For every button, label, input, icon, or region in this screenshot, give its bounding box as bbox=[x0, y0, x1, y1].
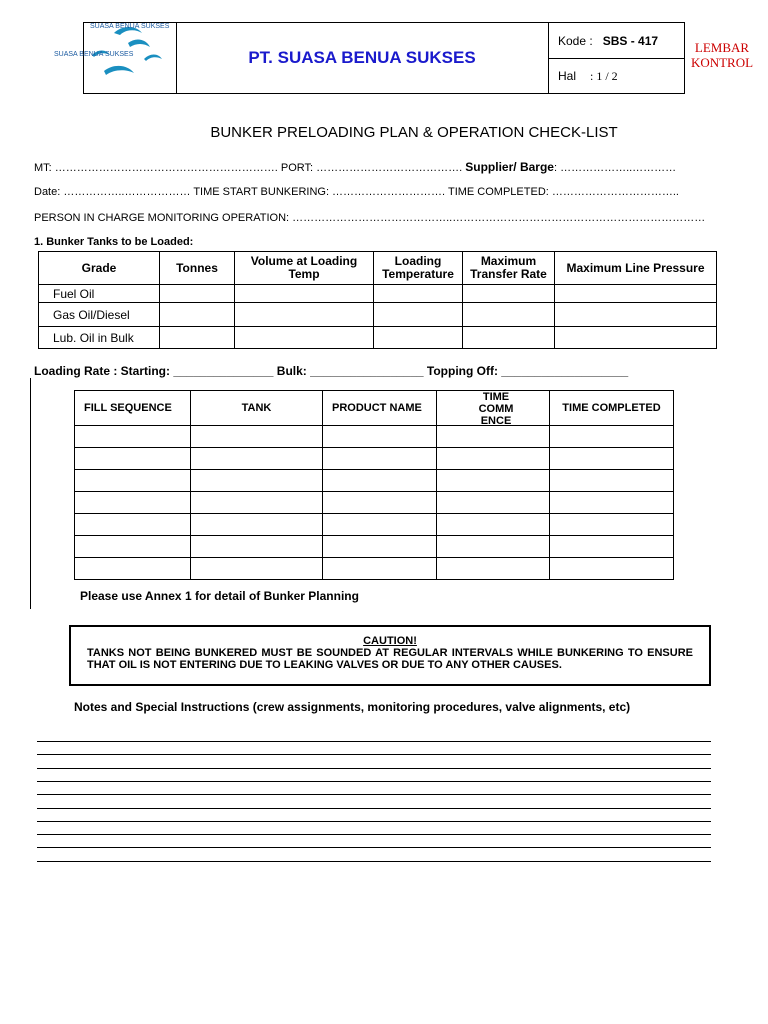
input-cell[interactable] bbox=[374, 303, 463, 327]
table-row bbox=[39, 327, 717, 349]
col-max-pressure: Maximum Line Pressure bbox=[555, 252, 717, 285]
time-commence-label: TIME COMM ENCE bbox=[478, 391, 514, 425]
table-row bbox=[75, 558, 674, 580]
col-tank: TANK bbox=[191, 391, 323, 426]
notes-line[interactable] bbox=[37, 861, 711, 862]
input-cell[interactable] bbox=[160, 327, 235, 349]
table-row bbox=[75, 514, 674, 536]
company-name: PT. SUASA BENUA SUKSES bbox=[176, 23, 549, 93]
hal-label: Hal bbox=[558, 69, 577, 83]
col-grade: Grade bbox=[39, 252, 160, 285]
table-header-row bbox=[75, 391, 674, 426]
input-cell[interactable] bbox=[374, 285, 463, 303]
notes-line[interactable] bbox=[37, 741, 711, 742]
document-title: BUNKER PRELOADING PLAN & OPERATION CHECK-LIST bbox=[210, 124, 618, 141]
input-cell[interactable] bbox=[235, 303, 374, 327]
section1-heading: 1. Bunker Tanks to be Loaded: bbox=[34, 236, 194, 248]
input-cell[interactable] bbox=[323, 426, 437, 448]
table-row bbox=[39, 303, 717, 327]
input-cell[interactable] bbox=[323, 536, 437, 558]
notes-line[interactable] bbox=[37, 781, 711, 782]
hal-row bbox=[548, 58, 685, 93]
input-cell[interactable] bbox=[191, 448, 323, 470]
grade-cell: Gas Oil/Diesel bbox=[39, 303, 160, 327]
grade-cell: Fuel Oil bbox=[39, 285, 160, 303]
margin-rule bbox=[30, 378, 31, 609]
input-cell[interactable] bbox=[323, 470, 437, 492]
supplier-label: Supplier/ Barge bbox=[465, 160, 554, 174]
input-cell[interactable] bbox=[191, 514, 323, 536]
notes-line[interactable] bbox=[37, 834, 711, 835]
caution-body: TANKS NOT BEING BUNKERED MUST BE SOUNDED AT REGULAR INTERVALS WHILE BUNKERING TO ENSURE THAT OIL IS NOT ENTERING DUE TO LEAKING VALVES OR DUE TO ANY OTHER CAUSES. bbox=[87, 647, 693, 671]
input-cell[interactable] bbox=[191, 426, 323, 448]
input-cell[interactable] bbox=[75, 514, 191, 536]
input-cell[interactable] bbox=[75, 558, 191, 580]
lembar-text: LEMBAR bbox=[694, 40, 750, 55]
input-cell[interactable] bbox=[75, 536, 191, 558]
col-loading-temp: Loading Temperature bbox=[374, 252, 463, 285]
input-cell[interactable] bbox=[323, 492, 437, 514]
input-cell[interactable] bbox=[160, 285, 235, 303]
input-cell[interactable] bbox=[75, 492, 191, 514]
col-time-completed: TIME COMPLETED bbox=[550, 391, 674, 426]
input-cell[interactable] bbox=[160, 303, 235, 327]
table-header-row bbox=[39, 252, 717, 285]
input-cell[interactable] bbox=[550, 448, 674, 470]
company-logo bbox=[54, 23, 177, 93]
supplier-field: : ………………..………… bbox=[553, 162, 677, 174]
input-cell[interactable] bbox=[75, 426, 191, 448]
input-cell[interactable] bbox=[235, 327, 374, 349]
input-cell[interactable] bbox=[437, 470, 550, 492]
input-cell[interactable] bbox=[437, 536, 550, 558]
input-cell[interactable] bbox=[437, 492, 550, 514]
input-cell[interactable] bbox=[374, 327, 463, 349]
table-row bbox=[39, 285, 717, 303]
table-row bbox=[75, 492, 674, 514]
logo-waves-icon bbox=[84, 23, 176, 93]
notes-line[interactable] bbox=[37, 794, 711, 795]
kontrol-text: KONTROL bbox=[690, 55, 754, 70]
input-cell[interactable] bbox=[463, 303, 555, 327]
date-line: Date: ……………..……………… TIME START BUNKERING: …………………………. TIME COMPLETED: …………………………….. bbox=[34, 186, 679, 198]
input-cell[interactable] bbox=[550, 492, 674, 514]
kode-row bbox=[548, 23, 685, 58]
kode-value: SBS - 417 bbox=[602, 33, 659, 48]
input-cell[interactable] bbox=[75, 470, 191, 492]
kode-label: Kode : bbox=[558, 33, 593, 48]
input-cell[interactable] bbox=[323, 448, 437, 470]
header-box bbox=[54, 22, 685, 94]
loading-rate-line: Loading Rate : Starting: _______________ Bulk: _________________ Topping Off: ___________________ bbox=[34, 364, 629, 378]
table-row bbox=[75, 470, 674, 492]
input-cell[interactable] bbox=[550, 536, 674, 558]
logo-text-top: SUASA BENUA SUKSES bbox=[90, 23, 170, 30]
notes-heading: Notes and Special Instructions (crew assignments, monitoring procedures, valve alignments, etc) bbox=[74, 700, 631, 714]
col-fill-sequence: FILL SEQUENCE bbox=[75, 391, 191, 426]
notes-line[interactable] bbox=[37, 847, 711, 848]
annex-note: Please use Annex 1 for detail of Bunker Planning bbox=[80, 589, 359, 603]
hal-value: : 1 / 2 bbox=[590, 68, 618, 83]
input-cell[interactable] bbox=[550, 558, 674, 580]
document-meta bbox=[548, 23, 685, 93]
caution-title: CAUTION! bbox=[363, 635, 417, 647]
table-row bbox=[75, 536, 674, 558]
notes-line[interactable] bbox=[37, 768, 711, 769]
col-tonnes: Tonnes bbox=[160, 252, 235, 285]
input-cell[interactable] bbox=[550, 426, 674, 448]
input-cell[interactable] bbox=[437, 448, 550, 470]
col-max-transfer: Maximum Transfer Rate bbox=[463, 252, 555, 285]
logo-text-bottom: SUASA BENUA SUKSES bbox=[54, 51, 134, 58]
notes-line[interactable] bbox=[37, 754, 711, 755]
input-cell[interactable] bbox=[437, 426, 550, 448]
mt-port-line bbox=[34, 160, 676, 174]
input-cell[interactable] bbox=[191, 536, 323, 558]
input-cell[interactable] bbox=[191, 492, 323, 514]
input-cell[interactable] bbox=[235, 285, 374, 303]
col-time-commence bbox=[437, 391, 550, 426]
input-cell[interactable] bbox=[555, 303, 717, 327]
person-in-charge-line: PERSON IN CHARGE MONITORING OPERATION: ……………………………………..…………………………………………………………… bbox=[34, 212, 706, 224]
notes-line[interactable] bbox=[37, 821, 711, 822]
table-row bbox=[75, 426, 674, 448]
input-cell[interactable] bbox=[191, 558, 323, 580]
fill-sequence-table bbox=[74, 390, 674, 580]
input-cell[interactable] bbox=[437, 558, 550, 580]
input-cell[interactable] bbox=[323, 514, 437, 536]
input-cell[interactable] bbox=[550, 470, 674, 492]
lembar-kontrol bbox=[686, 40, 758, 70]
input-cell[interactable] bbox=[555, 285, 717, 303]
mt-port-field: MT: ……………………………………………………. PORT: …………………………………. bbox=[34, 162, 463, 174]
input-cell[interactable] bbox=[555, 327, 717, 349]
table-row bbox=[75, 448, 674, 470]
bunker-tanks-table bbox=[38, 251, 717, 349]
caution-box bbox=[69, 625, 711, 686]
grade-cell: Lub. Oil in Bulk bbox=[39, 327, 160, 349]
input-cell[interactable] bbox=[323, 558, 437, 580]
col-volume: Volume at Loading Temp bbox=[235, 252, 374, 285]
notes-line[interactable] bbox=[37, 808, 711, 809]
col-product-name: PRODUCT NAME bbox=[323, 391, 437, 426]
input-cell[interactable] bbox=[550, 514, 674, 536]
input-cell[interactable] bbox=[437, 514, 550, 536]
input-cell[interactable] bbox=[75, 448, 191, 470]
input-cell[interactable] bbox=[191, 470, 323, 492]
input-cell[interactable] bbox=[463, 285, 555, 303]
input-cell[interactable] bbox=[463, 327, 555, 349]
